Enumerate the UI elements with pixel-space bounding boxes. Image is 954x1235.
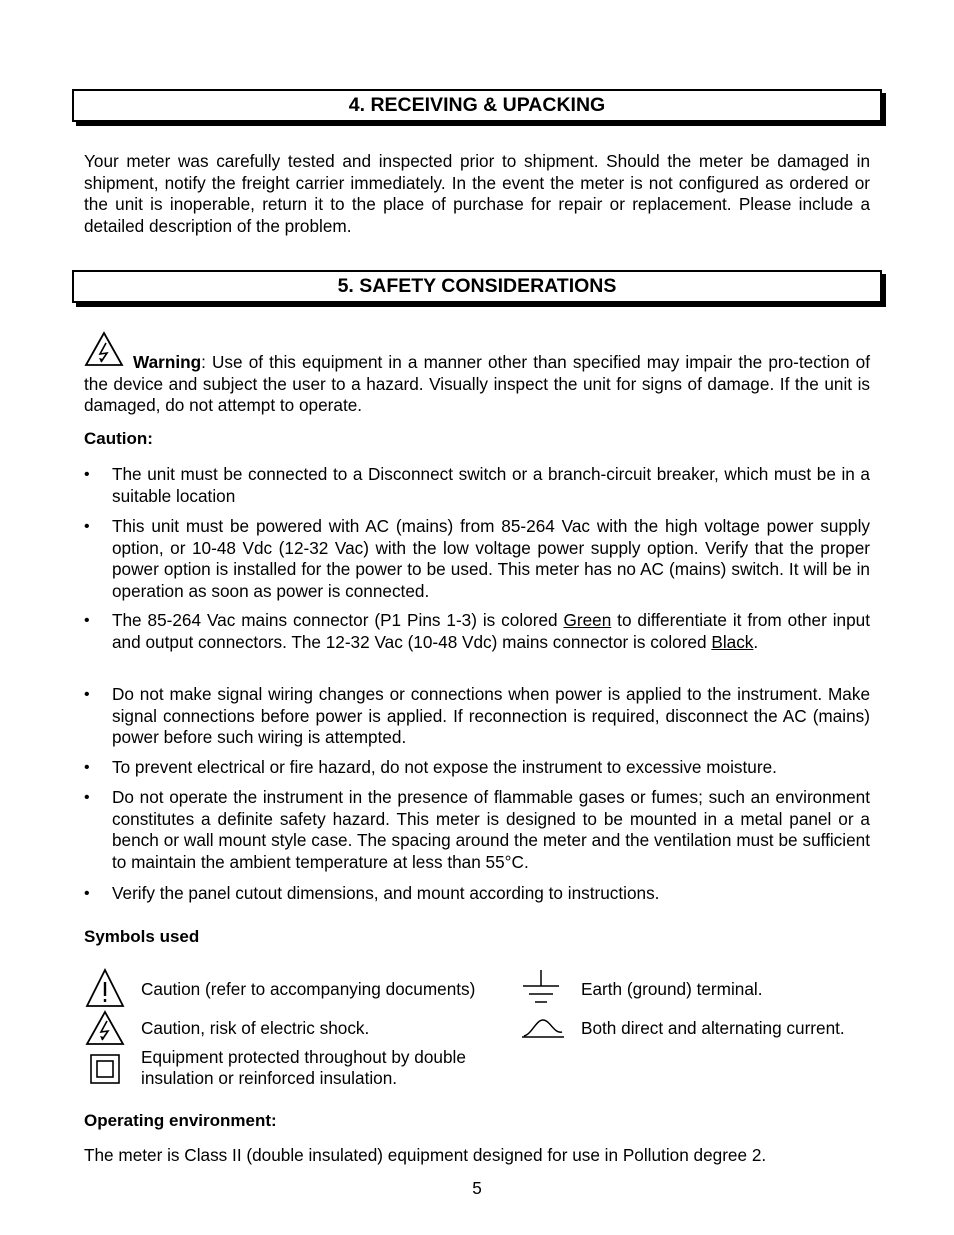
bullet-dot: •	[84, 686, 90, 703]
warning-text: : Use of this equipment in a manner other than specified may impair the pro-tection of the device and subject the user to a hazard. Visually inspect the unit for signs of damage. If the unit is damaged, do not attempt to operate.	[84, 352, 870, 416]
page-number: 5	[472, 1178, 482, 1198]
bullet-text: Do not make signal wiring changes or connections when power is applied to the instrument. Make signal connections before power is applied. If reconnection is required, disconnect the AC (mains) power before such wiring is attempted.	[112, 684, 870, 748]
symbols-heading: Symbols used	[84, 927, 200, 946]
bullet-text: Verify the panel cutout dimensions, and mount according to instructions.	[112, 883, 660, 903]
dc-ac-icon	[520, 1014, 566, 1045]
bullet-dot: •	[84, 518, 90, 535]
section-4-body: Your meter was carefully tested and inspected prior to shipment. Should the meter be damaged in shipment, notify the freight carrier immediately. In the event the meter is not configured as ordered or the unit is inoperable, return it to the place of purchase for repair or replacement. Please include a detailed description of the problem.	[84, 151, 870, 236]
bullet-dot: •	[84, 789, 90, 806]
bullet-dot: •	[84, 612, 90, 629]
symbol-shock-label: Caution, risk of electric shock.	[141, 1018, 370, 1038]
bullet-text-part: .	[753, 631, 759, 652]
list-item	[84, 610, 870, 653]
list-item	[84, 516, 870, 602]
bullet-text-part: to differentiate it from other input and output connectors. The 12-32 Vac (10-48 Vdc) mains connector is colored	[112, 610, 871, 652]
warning-label: Warning	[133, 352, 202, 372]
caution-heading: Caution:	[84, 429, 153, 448]
section-5-title: 5. SAFETY CONSIDERATIONS	[72, 270, 882, 303]
bullet-text: The unit must be connected to a Disconnect switch or a branch-circuit breaker, which must be in a suitable location	[112, 464, 870, 506]
symbol-earth-label: Earth (ground) terminal.	[581, 979, 763, 999]
double-insulation-icon	[89, 1053, 121, 1090]
symbol-double-insulation-label: Equipment protected throughout by double insulation or reinforced insulation.	[141, 1047, 466, 1088]
operating-text: The meter is Class II (double insulated) equipment designed for use in Pollution degree 2.	[84, 1145, 767, 1165]
black-color-word: Black	[711, 631, 754, 652]
green-color-word: Green	[563, 610, 612, 630]
symbol-caution-docs-label: Caution (refer to accompanying documents)	[141, 979, 476, 999]
bullet-text-part: The 85-264 Vac mains connector (P1 Pins 1-3) is colored	[112, 610, 564, 630]
bullet-text: To prevent electrical or fire hazard, do not expose the instrument to excessive moisture.	[112, 757, 777, 777]
caution-triangle-icon	[85, 968, 125, 1013]
list-item	[84, 883, 870, 905]
bullet-text: This unit must be powered with AC (mains) from 85-264 Vac with the high voltage power supply option, or 10-48 Vdc (12-32 Vac) with the low voltage power supply option. Verify that the proper power option is installed for the power to be used. This meter has no AC (mains) switch. It will be in operation as soon as power is connected.	[112, 516, 870, 601]
earth-ground-icon	[520, 968, 562, 1013]
bullet-text	[112, 610, 870, 653]
symbol-dc-ac-label: Both direct and alternating current.	[581, 1018, 845, 1038]
bullet-text: Do not operate the instrument in the presence of flammable gases or fumes; such an environment constitutes a definite safety hazard. This meter is designed to be mounted in a metal panel or a bench or wall mount style case. The spacing around the meter and the ventilation must be sufficient to maintain the ambient temperature at less than 55°C.	[112, 787, 870, 872]
list-item	[84, 757, 870, 779]
list-item	[84, 787, 870, 873]
bullet-dot: •	[84, 759, 90, 776]
list-item	[84, 684, 870, 749]
section-4-title: 4. RECEIVING & UPACKING	[72, 89, 882, 122]
list-item	[84, 464, 870, 507]
shock-triangle-icon	[85, 1010, 125, 1051]
bullet-dot: •	[84, 466, 90, 483]
bullet-dot: •	[84, 885, 90, 902]
warning-paragraph	[84, 352, 870, 417]
operating-heading: Operating environment:	[84, 1111, 277, 1130]
